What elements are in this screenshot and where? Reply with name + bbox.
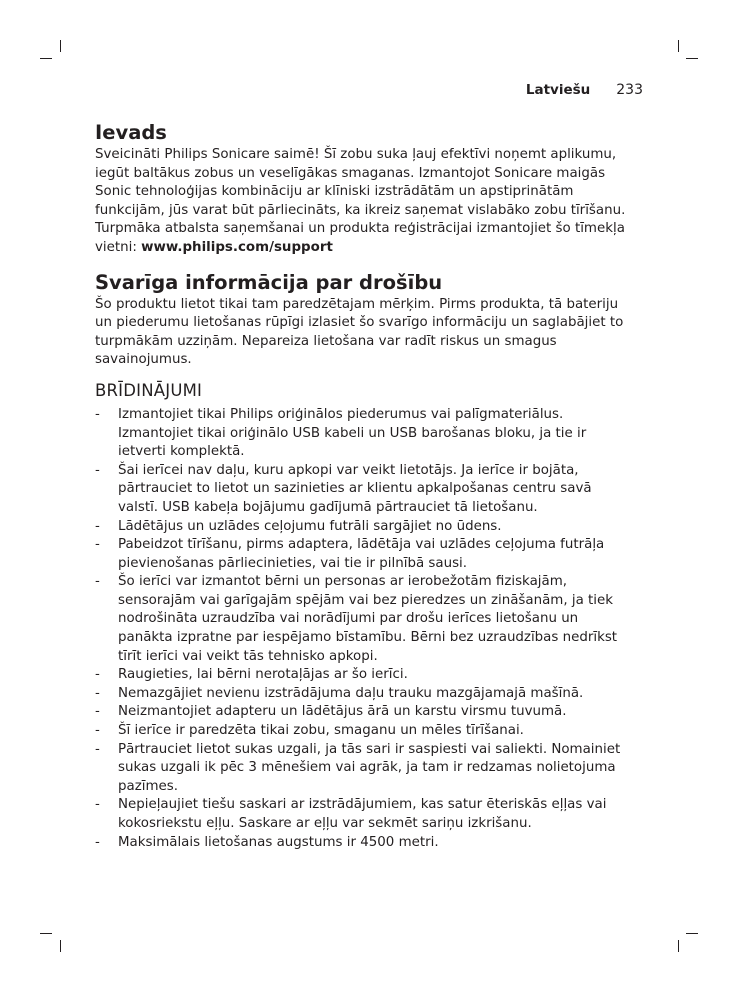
- crop-mark: [60, 40, 61, 52]
- crop-mark: [686, 58, 698, 59]
- bullet-dash: -: [95, 537, 100, 553]
- crop-mark: [40, 933, 52, 934]
- text-line: pievienošanas pārliecinieties, vai tie ir pilnībā sausi.: [118, 555, 468, 571]
- text-line: funkcijām, jūs varat būt pārliecināts, ka ikreiz saņemat vislabāko zobu tīrīšanu.: [95, 202, 626, 218]
- text-line: Pārtrauciet lietot sukas uzgali, ja tās sari ir saspiesti vai saliekti. Nomainiet: [118, 741, 621, 757]
- warnings-heading: BRĪDINĀJUMI: [95, 380, 203, 400]
- bullet-dash: -: [95, 723, 100, 739]
- text-line: un piederumu lietošanas rūpīgi izlasiet šo svarīgo informāciju un saglabājiet to: [95, 315, 624, 331]
- text-line: Sveicināti Philips Sonicare saimē! Šī zobu suka ļauj efektīvi noņemt aplikumu,: [95, 147, 617, 162]
- bullet-dash: -: [95, 704, 100, 720]
- bullet-dash: -: [95, 518, 100, 534]
- text-line: Sonic tehnoloģijas kombināciju ar klīniski izstrādātām un apstiprinātām: [95, 184, 574, 200]
- text-line: vietni:: [95, 239, 142, 255]
- warning-item: [95, 573, 650, 666]
- warning-item: [95, 685, 650, 704]
- intro-paragraph: [95, 146, 650, 258]
- warning-item: [95, 703, 650, 722]
- text-line: Nemazgājiet nevienu izstrādājuma daļu trauku mazgājamajā mašīnā.: [118, 685, 584, 701]
- text-line: Pabeidzot tīrīšanu, pirms adaptera, lādētāja vai uzlādes ceļojuma futrāļa: [118, 537, 605, 553]
- text-line: Neizmantojiet adapteru un lādētājus ārā un karstu virsmu tuvumā.: [118, 704, 567, 720]
- support-url: www.philips.com/support: [141, 239, 333, 255]
- safety-heading: Svarīga informācija par drošību: [95, 270, 443, 294]
- safety-paragraph: [95, 296, 650, 370]
- warning-item: [95, 406, 650, 462]
- text-line: sensorajām vai garīgajām spējām vai bez pieredzes un zināšanām, ja tiek: [118, 592, 614, 608]
- bullet-dash: -: [95, 406, 100, 422]
- warning-item: [95, 666, 650, 685]
- warning-list: [95, 406, 650, 852]
- bullet-dash: -: [95, 834, 100, 850]
- text-line: Maksimālais lietošanas augstums ir 4500 metri.: [118, 834, 439, 850]
- text-line: Raugieties, lai bērni nerotaļājas ar šo ierīci.: [118, 667, 408, 683]
- text-line: sukas uzgali ik pēc 3 mēnešiem vai agrāk, ja tam ir redzamas nolietojuma: [118, 760, 616, 776]
- warning-item: [95, 462, 650, 518]
- bullet-dash: -: [95, 462, 100, 478]
- text-line: Izmantojiet tikai oriģinālo USB kabeli un USB barošanas bloku, ja tie ir: [118, 425, 587, 441]
- text-line: pazīmes.: [118, 778, 178, 794]
- warning-item: [95, 796, 650, 833]
- text-line: Šo ierīci var izmantot bērni un personas ar ierobežotām fiziskajām,: [118, 574, 567, 590]
- text-line: Lādētājus un uzlādes ceļojumu futrāli sargājiet no ūdens.: [118, 518, 502, 534]
- text-line: kokosriekstu eļļu. Saskare ar eļļu var sekmēt sariņu izkrišanu.: [118, 816, 532, 831]
- text-line: pārtrauciet to lietot un sazinieties ar klientu apkalpošanas centru savā: [118, 481, 592, 497]
- running-head: [526, 82, 643, 98]
- warning-item: [95, 834, 650, 853]
- bullet-dash: -: [95, 574, 100, 590]
- text-line: turpmākām uzziņām. Nepareiza lietošana var radīt riskus un smagus: [95, 333, 557, 349]
- text-line: valstī. USB kabeļa bojājumu gadījumā pārtrauciet tā lietošanu.: [118, 499, 538, 515]
- text-line: nodrošināta uzraudzība vai norādījumi par drošu ierīces lietošanu un: [118, 611, 579, 627]
- intro-heading: Ievads: [95, 121, 167, 144]
- warning-item: [95, 518, 650, 537]
- text-line: Šo produktu lietot tikai tam paredzētajam mērķim. Pirms produkta, tā bateriju: [95, 296, 619, 312]
- crop-mark: [686, 933, 698, 934]
- crop-mark: [678, 40, 679, 52]
- text-line: Turpmāka atbalsta saņemšanai un produkta reģistrācijai izmantojiet šo tīmekļa: [95, 221, 625, 237]
- page-content: [95, 120, 650, 852]
- warning-item: [95, 741, 650, 797]
- text-line: Izmantojiet tikai Philips oriģinālos piederumus vai palīgmateriālus.: [118, 406, 564, 422]
- bullet-dash: -: [95, 797, 100, 813]
- text-line: iegūt baltākus zobus un veselīgākas smaganas. Izmantojot Sonicare maigās: [95, 165, 606, 181]
- text-line: ietverti komplektā.: [118, 444, 245, 460]
- bullet-dash: -: [95, 685, 100, 701]
- text-line: savainojumus.: [95, 352, 192, 368]
- language-label: Latviešu: [525, 82, 591, 98]
- bullet-dash: -: [95, 741, 100, 757]
- crop-mark: [678, 940, 679, 952]
- text-line: tīrīt ierīci vai veikt tās tehnisko apkopi.: [118, 648, 378, 664]
- text-line: Šī ierīce ir paredzēta tikai zobu, smaganu un mēles tīrīšanai.: [118, 723, 524, 739]
- page-number: 233: [616, 82, 643, 98]
- text-line: panākta izpratne par iespējamo bīstamību. Bērni bez uzraudzības nedrīkst: [118, 630, 618, 646]
- text-line: Nepieļaujiet tiešu saskari ar izstrādājumiem, kas satur ēteriskās eļļas vai: [118, 797, 607, 813]
- crop-mark: [40, 58, 52, 59]
- bullet-dash: -: [95, 667, 100, 683]
- text-line: Šai ierīcei nav daļu, kuru apkopi var veikt lietotājs. Ja ierīce ir bojāta,: [118, 462, 579, 478]
- crop-mark: [60, 940, 61, 952]
- warning-item: [95, 722, 650, 741]
- warning-item: [95, 536, 650, 573]
